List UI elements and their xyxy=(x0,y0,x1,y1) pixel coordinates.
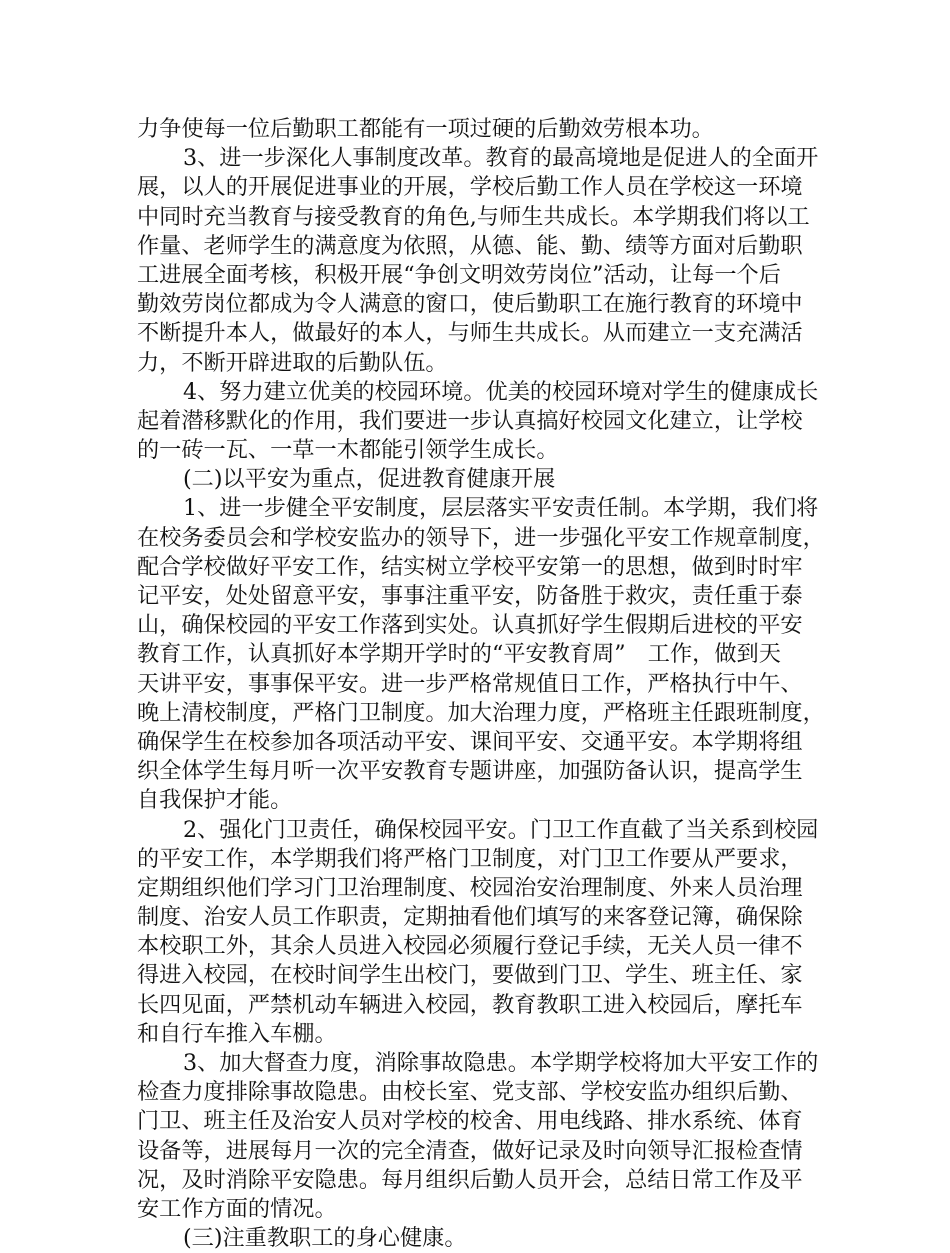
text-line: 门卫、班主任及治安人员对学校的校舍、用电线路、排水系统、体育 xyxy=(137,1108,803,1135)
text-line: 工进展全面考核，积极开展“争创文明效劳岗位”活动，让每一个后 xyxy=(137,261,781,288)
text-line: 力争使每一位后勤职工都能有一项过硬的后勤效劳根本功。 xyxy=(137,116,714,142)
text-line: 在校务委员会和学校安监办的领导下，进一步强化平安工作规章制度， xyxy=(137,524,825,551)
text-line: 展，以人的开展促进事业的开展，学校后勤工作人员在学校这一环境 xyxy=(137,174,803,201)
text-line: 况，及时消除平安隐患。每月组织后勤人员开会，总结日常工作及平 xyxy=(137,1166,803,1193)
text-line: 得进入校园，在校时间学生出校门，要做到门卫、学生、班主任、家 xyxy=(137,962,803,989)
text-line: (二)以平安为重点，促进教育健康开展 xyxy=(183,466,556,493)
text-line: 本校职工外，其余人员进入校园必须履行登记手续，无关人员一律不 xyxy=(137,933,803,960)
text-line: 织全体学生每月听一次平安教育专题讲座，加强防备认识，提高学生 xyxy=(137,758,803,785)
text-line: 自我保护才能。 xyxy=(137,787,293,814)
text-line: 不断提升本人，做最好的本人，与师生共成长。从而建立一支充满活 xyxy=(137,320,803,347)
text-line: 确保学生在校参加各项活动平安、课间平安、交通平安。本学期将组 xyxy=(137,728,803,755)
text-line: 4、努力建立优美的校园环境。优美的校园环境对学生的健康成长 xyxy=(183,378,819,405)
text-line: 定期组织他们学习门卫治理制度、校园治安治理制度、外来人员治理 xyxy=(137,874,803,901)
text-line: 天讲平安，事事保平安。进一步严格常规值日工作，严格执行中午、 xyxy=(137,670,803,697)
text-line: 教育工作，认真抓好本学期开学时的“平安教育周” 工作，做到天 xyxy=(137,641,781,668)
text-line: 3、加大督查力度，消除事故隐患。本学期学校将加大平安工作的 xyxy=(183,1050,819,1076)
text-line: 山，确保校园的平安工作落到实处。认真抓好学生假期后进校的平安 xyxy=(137,612,803,639)
text-line: 和自行车推入车棚。 xyxy=(137,1020,337,1047)
text-line: 记平安，处处留意平安，事事注重平安，防备胜于救灾，责任重于泰 xyxy=(137,583,803,609)
text-line: 晚上清校制度，严格门卫制度。加大治理力度，严格班主任跟班制度， xyxy=(137,699,825,726)
text-line: 勤效劳岗位都成为令人满意的窗口，使后勤职工在施行教育的环境中 xyxy=(137,291,803,318)
text-line: 3、进一步深化人事制度改革。教育的最高境地是促进人的全面开 xyxy=(183,145,819,172)
document-body xyxy=(137,115,827,1253)
text-line: 的平安工作，本学期我们将严格门卫制度，对门卫工作要从严要求， xyxy=(137,845,803,872)
text-line: (三)注重教职工的身心健康。 xyxy=(183,1225,467,1252)
text-line: 力，不断开辟进取的后勤队伍。 xyxy=(137,349,448,376)
text-line: 设备等，进展每月一次的完全清查，做好记录及时向领导汇报检查情 xyxy=(137,1137,803,1164)
text-line: 安工作方面的情况。 xyxy=(137,1195,337,1222)
text-line: 作量、老师学生的满意度为依照，从德、能、勤、绩等方面对后勤职 xyxy=(137,232,803,259)
text-line: 配合学校做好平安工作，结实树立学校平安第一的思想，做到时时牢 xyxy=(137,553,803,580)
text-line: 制度、治安人员工作职责，定期抽看他们填写的来客登记簿，确保除 xyxy=(137,904,803,931)
text-line: 中同时充当教育与接受教育的角色,与师生共成长。本学期我们将以工 xyxy=(137,203,810,230)
text-line: 1、进一步健全平安制度，层层落实平安责任制。本学期，我们将 xyxy=(183,495,819,522)
text-line: 2、强化门卫责任，确保校园平安。门卫工作直截了当关系到校园 xyxy=(183,816,819,843)
text-line: 起着潜移默化的作用，我们要进一步认真搞好校园文化建立，让学校 xyxy=(137,407,803,434)
text-line: 检查力度排除事故隐患。由校长室、党支部、学校安监办组织后勤、 xyxy=(137,1079,803,1106)
text-line: 长四见面，严禁机动车辆进入校园，教育教职工进入校园后，摩托车 xyxy=(137,991,803,1018)
text-line: 的一砖一瓦、一草一木都能引领学生成长。 xyxy=(137,437,559,464)
